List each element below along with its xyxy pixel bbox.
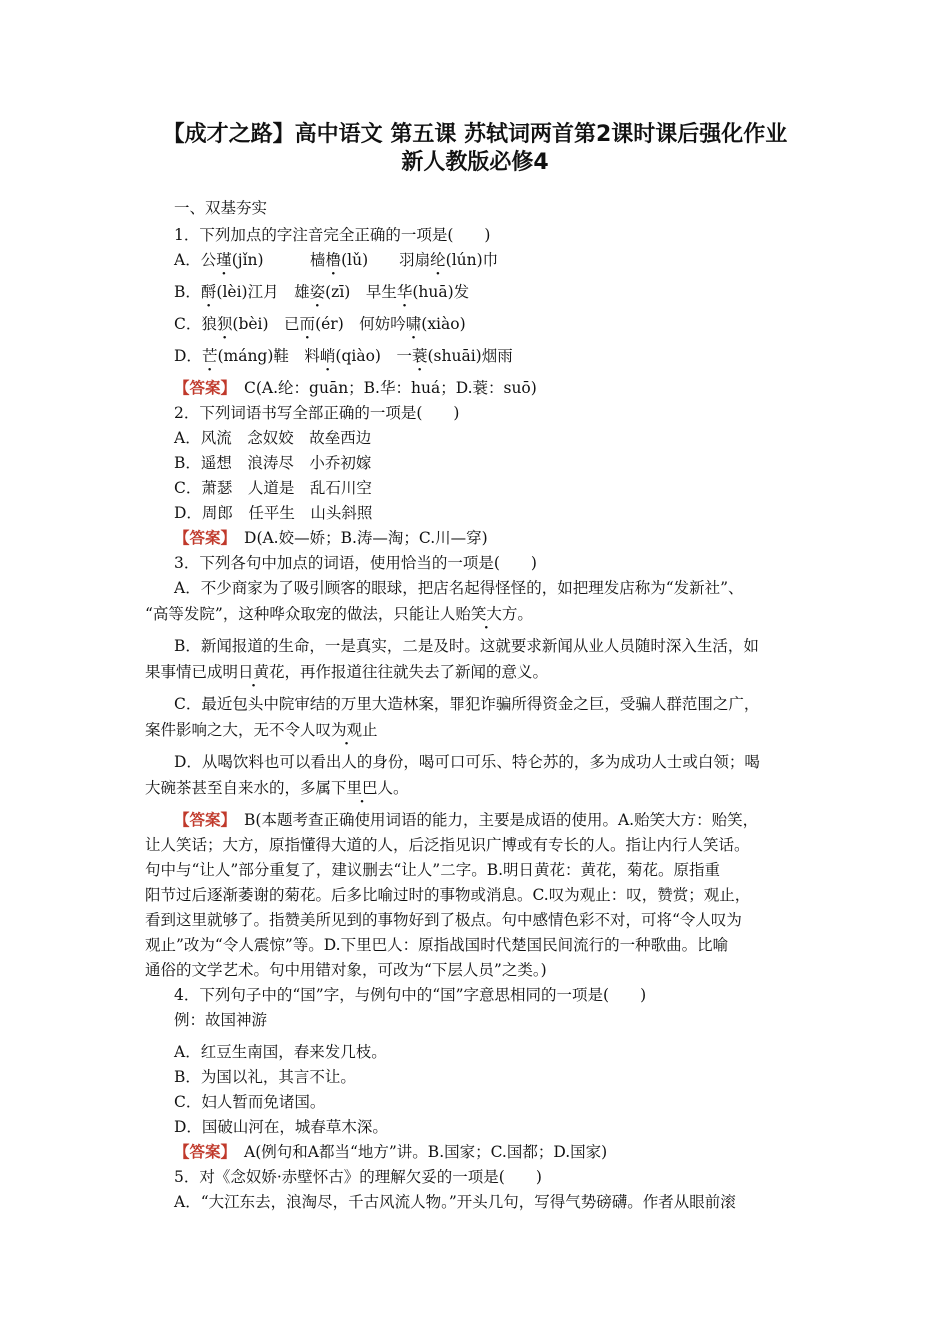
q4-stem: 4．下列句子中的“国”字，与例句中的“国”字意思相同的一项是( ) [174, 986, 647, 1004]
q5-option-a-line1: A．“大江东去，浪淘尽，千古风流人物。”开头几句，写得气势磅礴。作者从眼前滚 [174, 1193, 736, 1211]
q1-stem: 1．下列加点的字注音完全正确的一项是( ) [174, 226, 491, 244]
q1-option-a: A．公瑾(jǐn) 樯橹(lǔ) 羽扇纶(lún)巾 [174, 251, 499, 269]
q3-answer-line5: 看到这里就够了。指赞美所见到的事物好到了极点。句中感情色彩不对，可将“令人叹为 [145, 911, 742, 929]
q2-option-a: A．风流 念奴姣 故垒西边 [174, 429, 372, 447]
q3-answer-line6: 观止”改为“令人震惊”等。D.下里巴人：原指战国时代楚国民间流行的一种歌曲。比喻 [145, 936, 729, 954]
answer-tag: 【答案】 [174, 378, 237, 397]
q3-option-a-line2: “高等发院”，这种哗众取宠的做法，只能让人贻笑大方。 [145, 605, 533, 623]
q3-option-a-line1: A．不少商家为了吸引顾客的眼球，把店名起得怪怪的，如把理发店称为“发新社”、 [174, 579, 744, 597]
q1-option-d: D．芒(máng)鞋 料峭(qiào) 一蓑(shuāi)烟雨 [174, 347, 513, 365]
q3-answer-line7: 通俗的文学艺术。句中用错对象，可改为“下层人员”之类。) [145, 961, 547, 979]
q1-answer: 【答案】 C(A.纶：guān；B.华：huá；D.蓑：suō) [174, 378, 537, 397]
q4-option-a: A．红豆生南国，春来发几枝。 [174, 1043, 387, 1061]
q3-option-c-line1: C．最近包头中院审结的万里大造林案，罪犯诈骗所得资金之巨，受骗人群范围之广， [174, 695, 760, 713]
q3-answer-line4: 阳节过后逐渐萎谢的菊花。后多比喻过时的事物或消息。C.叹为观止：叹，赞赏；观止， [145, 886, 751, 904]
q5-stem: 5．对《念奴娇·赤壁怀古》的理解欠妥的一项是( ) [174, 1168, 542, 1186]
q3-answer-line2: 让人笑话；大方，原指懂得大道的人，后泛指见识广博或有专长的人。指让内行人笑话。 [145, 836, 750, 854]
q2-stem: 2．下列词语书写全部正确的一项是( ) [174, 404, 460, 422]
q4-option-b: B．为国以礼，其言不让。 [174, 1068, 356, 1086]
answer-tag: 【答案】 [174, 528, 237, 547]
q4-option-c: C．妇人暂而免诸国。 [174, 1093, 326, 1111]
q1-option-c: C．狼狈(bèi) 已而(ér) 何妨吟啸(xiào) [174, 315, 466, 333]
q3-option-c-line2: 案件影响之大，无不令人叹为观止 [145, 721, 378, 739]
q2-answer: 【答案】 D(A.姣—娇；B.涛—淘；C.川—穿) [174, 528, 488, 547]
q4-option-d: D．国破山河在，城春草木深。 [174, 1118, 388, 1136]
q2-option-c: C．萧瑟 人道是 乱石川空 [174, 479, 372, 497]
q3-option-b-line1: B．新闻报道的生命，一是真实，二是及时。这就要求新闻从业人员随时深入生活，如 [174, 637, 759, 655]
answer-tag: 【答案】 [174, 810, 237, 829]
answer-tag: 【答案】 [174, 1142, 237, 1161]
q3-option-b-line2: 果事情已成明日黄花，再作报道往往就失去了新闻的意义。 [145, 663, 549, 681]
q3-answer-line3: 句中与“让人”部分重复了，建议删去“让人”二字。B.明日黄花：黄花，菊花。原指重 [145, 861, 721, 879]
q4-example: 例：故国神游 [174, 1011, 268, 1029]
section-heading: 一、双基夯实 [174, 199, 268, 217]
q2-option-d: D．周郎 任平生 山头斜照 [174, 504, 373, 522]
document-title-line1: 【成才之路】高中语文 第五课 苏轼词两首第2课时课后强化作业 [162, 122, 788, 147]
q4-answer: 【答案】 A(例句和A都当“地方”讲。B.国家；C.国都；D.国家) [174, 1142, 608, 1161]
q3-stem: 3．下列各句中加点的词语，使用恰当的一项是( ) [174, 554, 537, 572]
document-title-line2: 新人教版必修4 [401, 150, 549, 175]
q1-option-b: B．酹(lèi)江月 雄姿(zī) 早生华(huā)发 [174, 283, 470, 301]
q3-option-d-line1: D．从喝饮料也可以看出人的身份，喝可口可乐、特仑苏的，多为成功人士或白领；喝 [174, 753, 760, 771]
q2-option-b: B．遥想 浪涛尽 小乔初嫁 [174, 454, 372, 472]
q3-option-d-line2: 大碗茶甚至自来水的，多属下里巴人。 [145, 779, 409, 797]
q3-answer-line1: 【答案】 B(本题考查正确使用词语的能力，主要是成语的使用。A.贻笑大方：贻笑， [174, 810, 759, 829]
